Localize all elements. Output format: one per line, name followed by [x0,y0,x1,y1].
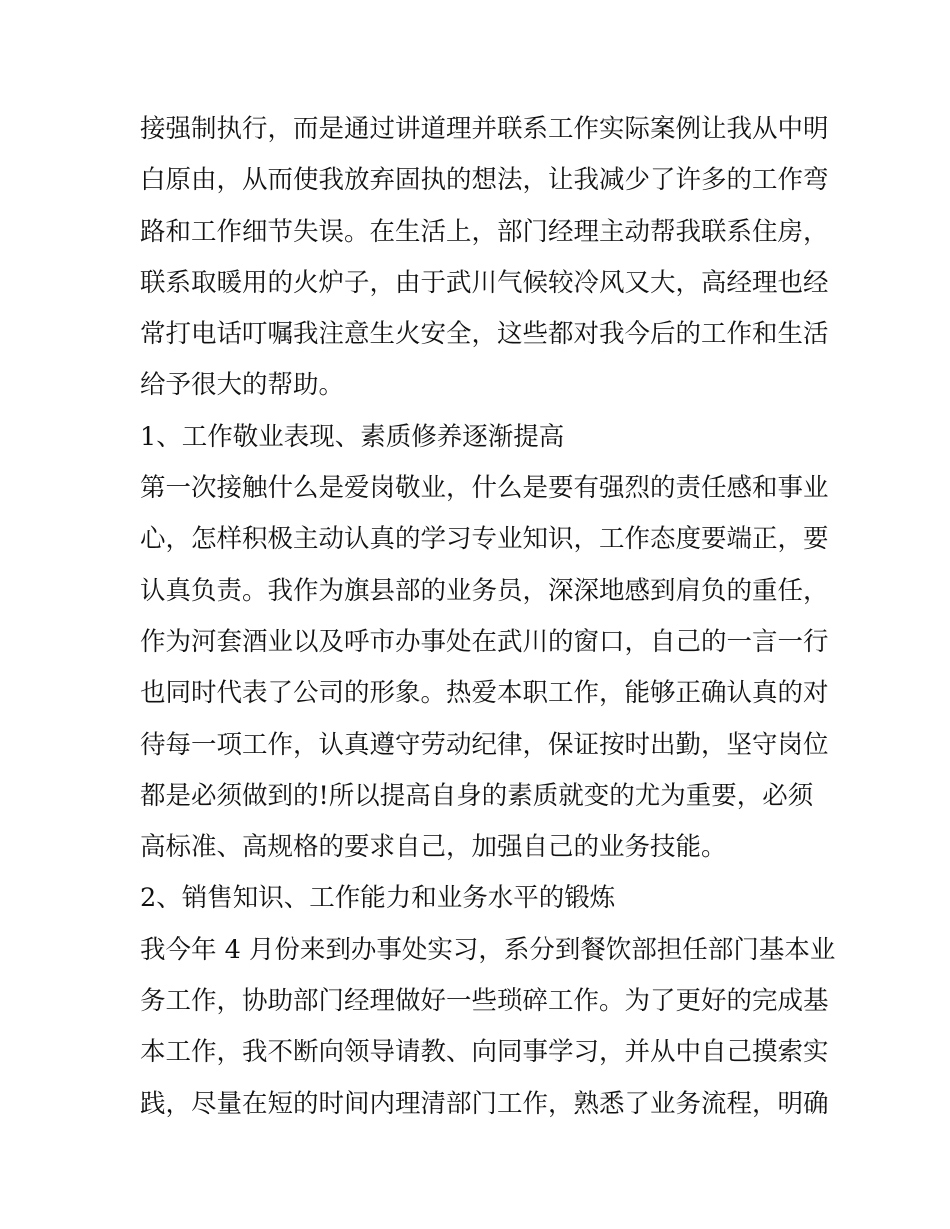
section-heading-1: 1、工作敬业表现、素质修养逐渐提高 [140,421,565,452]
body-line: 给予很大的帮助。 [140,370,345,401]
document-body [140,104,836,1130]
body-line: 务工作，协助部门经理做好一些琐碎工作。为了更好的完成基 [140,986,829,1017]
body-line: 践，尽量在短的时间内理清部门工作，熟悉了业务流程，明确 [140,1088,829,1119]
body-line: 待每一项工作，认真遵守劳动纪律，保证按时出勤，坚守岗位 [140,729,829,760]
section-heading-2: 2、销售知识、工作能力和业务水平的锻炼 [140,883,616,914]
body-line: 作为河套酒业以及呼市办事处在武川的窗口，自己的一言一行 [140,626,829,657]
body-line: 我今年 4 月份来到办事处实习，系分到餐饮部担任部门基本业 [140,934,836,965]
body-line: 接强制执行，而是通过讲道理并联系工作实际案例让我从中明 [140,114,829,144]
body-line: 认真负责。我作为旗县部的业务员，深深地感到肩负的重任， [140,575,829,606]
body-line: 常打电话叮嘱我注意生火安全，这些都对我今后的工作和生活 [140,319,829,350]
body-line: 也同时代表了公司的形象。热爱本职工作，能够正确认真的对 [140,678,829,709]
body-line: 都是必须做到的!所以提高自身的素质就变的尤为重要，必须 [140,780,814,811]
body-line: 高标准、高规格的要求自己，加强自己的业务技能。 [140,832,727,863]
body-line: 白原由，从而使我放弃固执的想法，让我减少了许多的工作弯 [140,165,829,196]
body-line: 心，怎样积极主动认真的学习专业知识，工作态度要端正，要 [140,524,829,555]
body-line: 路和工作细节失误。在生活上，部门经理主动帮我联系住房， [140,216,829,247]
body-line: 第一次接触什么是爱岗敬业，什么是要有强烈的责任感和事业 [140,473,829,504]
body-line: 本工作，我不断向领导请教、向同事学习，并从中自己摸索实 [140,1037,829,1068]
body-line: 联系取暖用的火炉子，由于武川气候较冷风又大，高经理也经 [140,267,829,298]
